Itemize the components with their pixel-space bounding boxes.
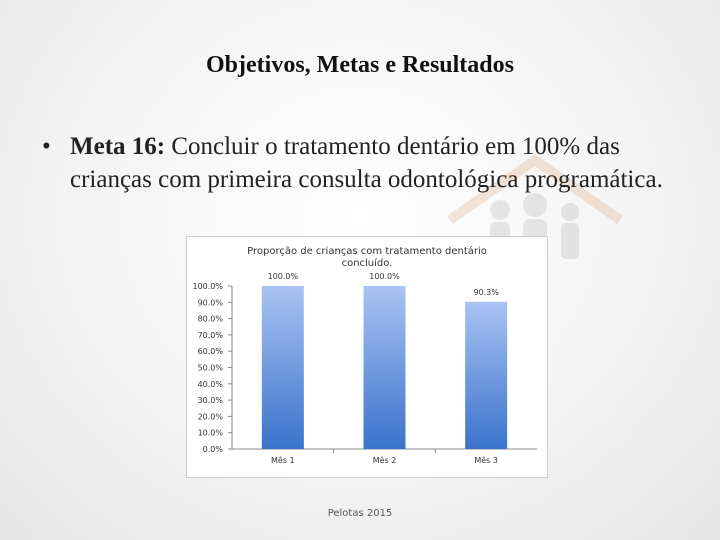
x-tick-label: Mês 3 [474, 456, 498, 465]
data-label: 90.3% [473, 287, 499, 297]
y-tick-label: 10.0% [197, 428, 223, 438]
chart-title: Proporção de crianças com tratamento dentário concluído. [247, 246, 487, 269]
bullet-dot: • [42, 133, 51, 160]
bar [262, 286, 304, 449]
footer-text: Pelotas 2015 [327, 508, 393, 519]
y-tick-label: 30.0% [197, 396, 223, 406]
y-tick-label: 50.0% [197, 363, 223, 373]
y-tick-label: 60.0% [197, 347, 223, 357]
y-tick-label: 70.0% [197, 330, 223, 340]
bullet-lead: Meta 16: [70, 133, 166, 160]
slide-title: Objetivos, Metas e Resultados [206, 52, 514, 78]
bullet-meta-16 [42, 130, 682, 196]
y-tick-label: 100.0% [192, 282, 223, 291]
x-tick-label: Mês 1 [271, 456, 295, 465]
y-tick-label: 80.0% [197, 314, 223, 324]
bar-chart [186, 236, 548, 478]
y-tick-label: 0.0% [202, 445, 223, 454]
y-tick-label: 20.0% [197, 412, 223, 422]
y-tick-label: 40.0% [197, 379, 223, 389]
bullet-body: Concluir o tratamento dentário em 100% das crianças com primeira consulta odontológica programática. [70, 133, 663, 193]
data-label: 100.0% [267, 272, 299, 281]
chart-canvas [187, 237, 547, 477]
y-tick-label: 90.0% [197, 298, 223, 308]
data-label: 100.0% [369, 272, 400, 281]
bar [465, 302, 507, 449]
bar [364, 286, 406, 449]
x-tick-label: Mês 2 [372, 456, 397, 465]
bullet-text [70, 130, 682, 196]
